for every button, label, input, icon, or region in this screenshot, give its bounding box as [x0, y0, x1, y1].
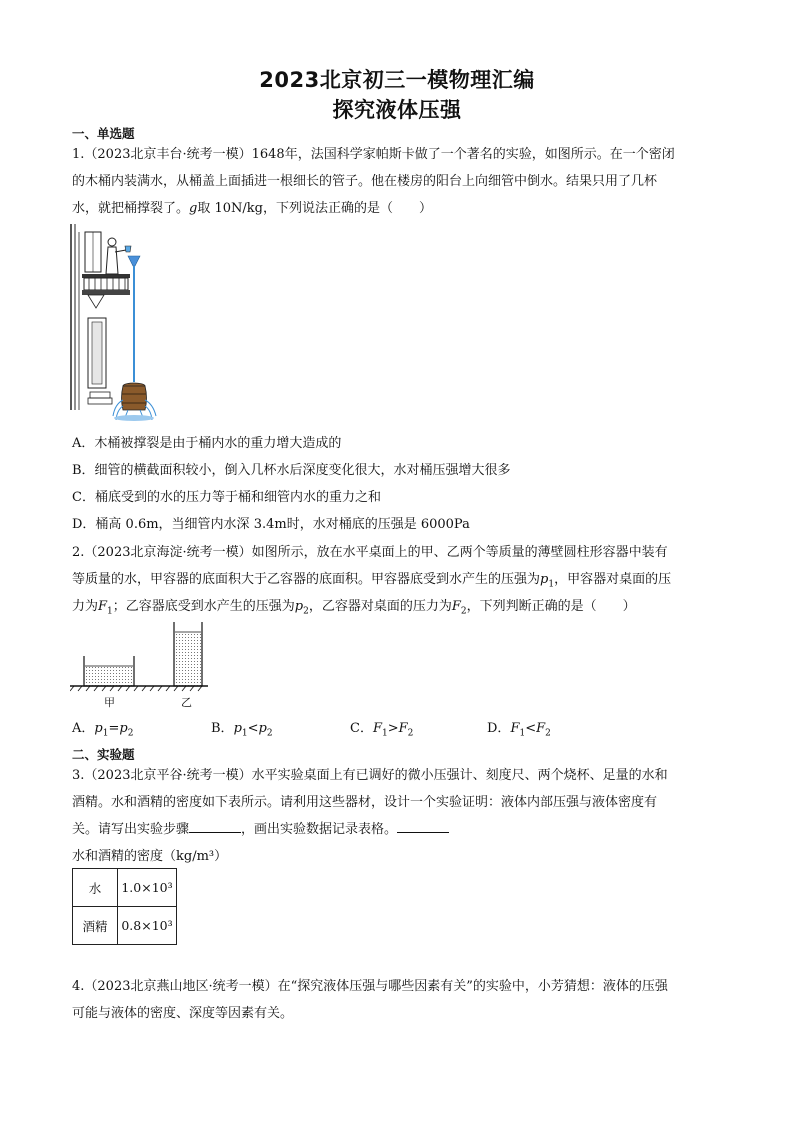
q4-line-1: 4.（2023北京燕山地区·统考一模）在“探究液体压强与哪些因素有关”的实验中，小芳猜想：液体的压强 [72, 979, 668, 994]
q2-option-c: C．$F_1>F_2$ [350, 721, 414, 739]
q2-option-a: A．$p_1=p_2$ [72, 721, 134, 739]
q3-line-3: 关。请写出实验步骤 ，画出实验数据记录表格。 [72, 818, 449, 837]
table-cell-density: 1.0×10³ [118, 869, 177, 907]
q2-option-d: D．$F_1<F_2$ [487, 721, 551, 739]
q2-line-2: 等质量的水，甲容器的底面积大于乙容器的底面积。甲容器底受到水产生的压强为$p_1$，甲容器对桌面的压 [72, 572, 672, 590]
q2-line-3: 力为$F_1$；乙容器底受到水产生的压强为$p_2$，乙容器对桌面的压力为$F_2$，下列判断正确的是（ ） [72, 599, 636, 617]
q1-line-1: 1.（2023北京丰台·统考一模）1648年，法国科学家帕斯卡做了一个著名的实验，如图所示。在一个密闭 [72, 147, 675, 162]
table-row [73, 869, 177, 907]
table-cell-substance: 水 [73, 869, 118, 907]
q3-line-1: 3.（2023北京平谷·统考一模）水平实验桌面上有已调好的微小压强计、刻度尺、两个烧杯、足量的水和 [72, 768, 668, 783]
answer-blank-table [397, 820, 449, 833]
q1-line-2: 的木桶内装满水，从桶盖上面插进一根细长的管子。他在楼房的阳台上向细管中倒水。结果只用了几杯 [72, 174, 658, 189]
density-table-caption: 水和酒精的密度（kg/m³） [72, 849, 228, 864]
page-subtitle: 探究液体压强 [332, 98, 462, 122]
q1-line-3: 水，就把桶撑裂了。g取 10N/kg，下列说法正确的是（ ） [72, 201, 432, 216]
table-cell-density: 0.8×10³ [118, 907, 177, 945]
answer-blank-steps [189, 820, 241, 833]
q4-line-2: 可能与液体的密度、深度等因素有关。 [72, 1006, 294, 1021]
pascal-barrel-figure [68, 222, 158, 422]
section-heading-single-choice: 一、单选题 [72, 126, 135, 141]
table-cell-substance: 酒精 [73, 907, 118, 945]
q2-line-1: 2.（2023北京海淀·统考一模）如图所示，放在水平桌面上的甲、乙两个等质量的薄壁圆柱形容器中装有 [72, 545, 668, 560]
table-row [73, 907, 177, 945]
q2-option-b: B．$p_1<p_2$ [211, 721, 273, 739]
page-title: 2023北京初三一模物理汇编 [259, 68, 535, 92]
section-heading-experiment: 二、实验题 [72, 747, 135, 762]
container-label-yi: 乙 [181, 696, 192, 709]
q1-option-c: C．桶底受到的水的压力等于桶和细管内水的重力之和 [72, 490, 381, 505]
container-label-jia: 甲 [104, 696, 115, 709]
q1-option-b: B．细管的横截面积较小，倒入几杯水后深度变化很大，水对桶压强增大很多 [72, 463, 511, 478]
q3-line-2: 酒精。水和酒精的密度如下表所示。请利用这些器材，设计一个实验证明：液体内部压强与液体密度有 [72, 795, 658, 810]
density-table [72, 868, 177, 945]
q1-option-d: D．桶高 0.6m，当细管内水深 3.4m时，水对桶底的压强是 6000Pa [72, 517, 470, 532]
q1-option-a: A．木桶被撑裂是由于桶内水的重力增大造成的 [72, 436, 342, 451]
